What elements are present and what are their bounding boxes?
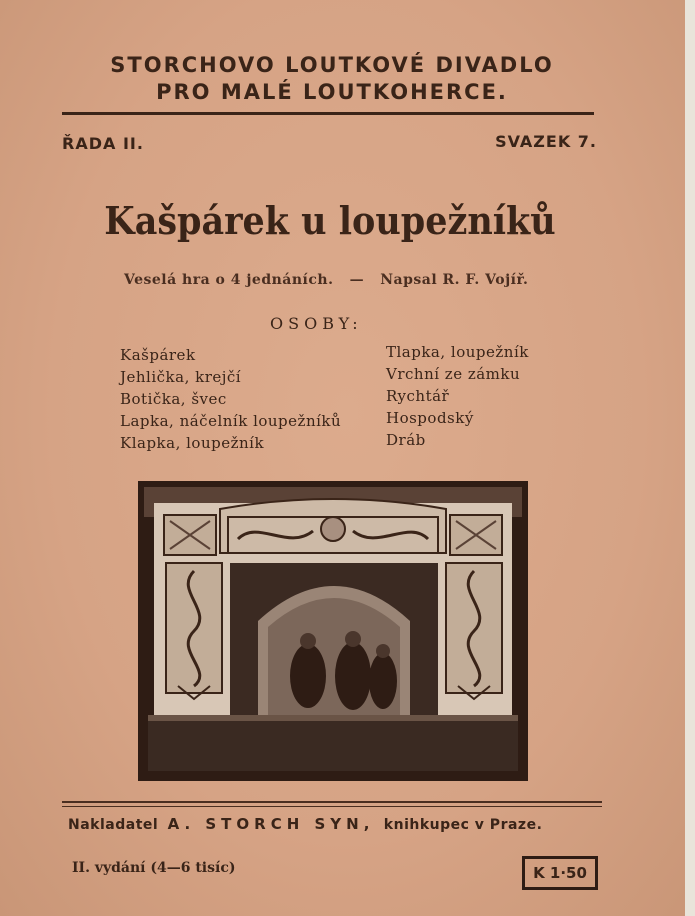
footer-rule [62, 801, 602, 803]
publisher-suffix: knihkupec v Praze. [383, 817, 543, 833]
cast-member: Tlapka, loupežník [386, 343, 529, 361]
puppet-theatre-illustration [138, 481, 528, 781]
footer-rule-thin [62, 806, 602, 807]
cast-member: Klapka, loupežník [120, 434, 265, 452]
cast-member: Dráb [386, 431, 426, 449]
cast-member: Jehlička, krejčí [120, 368, 242, 386]
publisher-line [68, 815, 608, 833]
volume-number: SVAZEK 7. [495, 132, 597, 151]
cast-member: Vrchní ze zámku [386, 365, 521, 383]
header-line-1: STORCHOVO LOUTKOVÉ DIVADLO [110, 53, 554, 77]
series-header [62, 52, 602, 106]
price-box: K 1·50 [522, 856, 598, 890]
series-number: ŘADA II. [62, 134, 144, 153]
edition-info: II. vydání (4—6 tisíc) [72, 860, 236, 876]
cast-member: Kašpárek [120, 346, 196, 364]
publisher-prefix: Nakladatel [68, 817, 159, 833]
cast-member: Botička, švec [120, 390, 227, 408]
subtitle-dash: — [349, 272, 365, 288]
puppet-theatre-stage-icon [138, 481, 528, 781]
play-title: Kašpárek u loupežníků [104, 198, 556, 243]
page-edge [685, 0, 695, 916]
header-line-2: PRO MALÉ LOUTKOHERCE. [156, 80, 508, 104]
publisher-name: A. STORCH SYN, [167, 815, 375, 833]
cast-member: Hospodský [386, 409, 474, 427]
cast-list-left [120, 344, 341, 454]
cast-member: Rychtář [386, 387, 450, 405]
play-description: Veselá hra o 4 jednáních. [124, 272, 334, 288]
cast-heading: OSOBY: [270, 314, 363, 333]
play-author: Napsal R. F. Vojíř. [380, 272, 529, 288]
header-rule [62, 112, 594, 115]
cast-member: Lapka, náčelník loupežníků [120, 412, 342, 430]
play-subtitle [124, 272, 554, 288]
cast-list-right [386, 341, 529, 451]
